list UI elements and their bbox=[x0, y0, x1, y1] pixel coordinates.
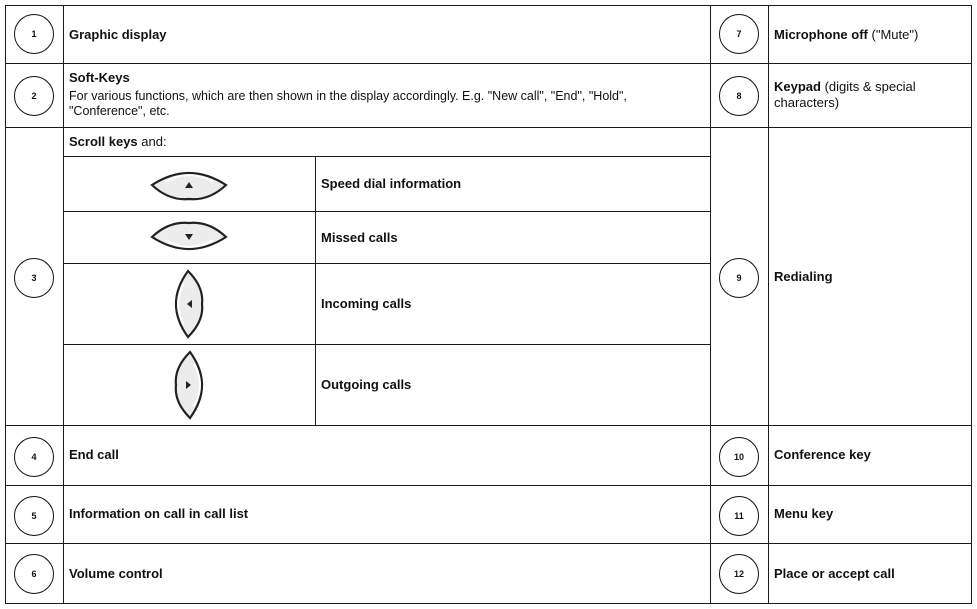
soft-keys-label: Soft-Keys bbox=[69, 70, 130, 85]
number-badge-10: 10 bbox=[719, 437, 759, 477]
scroll-keys-suffix: and: bbox=[137, 134, 167, 149]
soft-keys-description: For various functions, which are then shown in the display accordingly. E.g. "New call", "End", "Hold", "Conference", etc. bbox=[69, 89, 627, 118]
mute-suffix: ("Mute") bbox=[867, 27, 919, 42]
scroll-left-key-icon bbox=[168, 267, 210, 341]
keypad-label: Keypad bbox=[774, 79, 821, 94]
number-badge-12: 12 bbox=[719, 554, 759, 594]
number-badge-8: 8 bbox=[719, 76, 759, 116]
speed-dial-label: Speed dial information bbox=[321, 176, 462, 191]
keypad-heading bbox=[774, 79, 964, 111]
end-call-label: End call bbox=[69, 447, 119, 462]
keypad-suffix: (digits & special characters) bbox=[774, 79, 916, 110]
scroll-keys-label: Scroll keys bbox=[69, 134, 138, 149]
number-badge-7: 7 bbox=[719, 14, 759, 54]
number-badge-6: 6 bbox=[14, 554, 54, 594]
call-info-label: Information on call in call list bbox=[69, 506, 249, 521]
scroll-keys-heading bbox=[69, 134, 167, 150]
mute-heading bbox=[774, 27, 918, 43]
number-badge-5: 5 bbox=[14, 496, 54, 536]
number-badge-3: 3 bbox=[14, 258, 54, 298]
scroll-right-key-icon bbox=[168, 348, 210, 422]
volume-control-label: Volume control bbox=[69, 566, 163, 581]
outgoing-calls-label: Outgoing calls bbox=[321, 377, 412, 392]
number-badge-2: 2 bbox=[14, 76, 54, 116]
mute-label: Microphone off bbox=[774, 27, 868, 42]
graphic-display-label: Graphic display bbox=[69, 27, 167, 42]
number-badge-1: 1 bbox=[14, 14, 54, 54]
scroll-down-key-icon bbox=[147, 215, 231, 259]
incoming-calls-label: Incoming calls bbox=[321, 296, 412, 311]
number-badge-4: 4 bbox=[14, 437, 54, 477]
number-badge-11: 11 bbox=[719, 496, 759, 536]
conference-key-label: Conference key bbox=[774, 447, 871, 462]
number-badge-9: 9 bbox=[719, 258, 759, 298]
scroll-up-key-icon bbox=[147, 163, 231, 207]
place-accept-call-label: Place or accept call bbox=[774, 566, 895, 581]
redialing-label: Redialing bbox=[774, 269, 833, 284]
menu-key-label: Menu key bbox=[774, 506, 834, 521]
missed-calls-label: Missed calls bbox=[321, 230, 398, 245]
